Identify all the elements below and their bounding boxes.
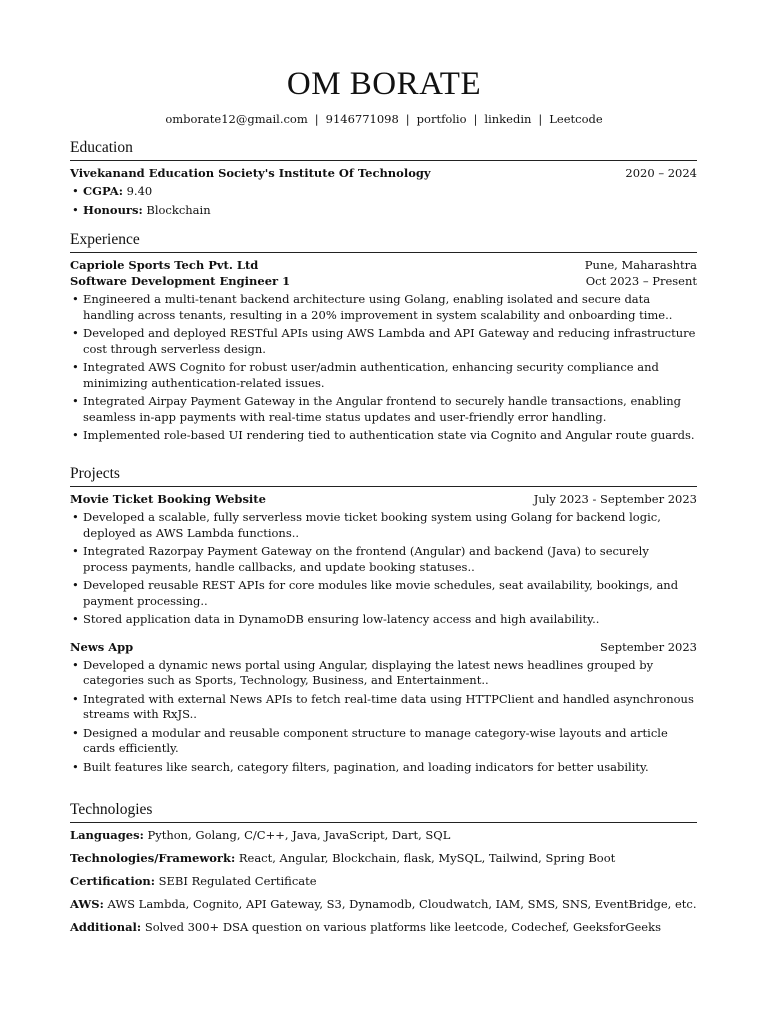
tech-row (70, 873, 697, 889)
honours-label: Honours: (83, 202, 143, 217)
list-item: • Designed a modular and reusable component structure to manage category-wise layouts and article cards efficiently. (70, 726, 697, 757)
project-list (70, 510, 697, 628)
tech-label: Technologies/Framework: (70, 851, 236, 865)
list-item: • Engineered a multi-tenant backend architecture using Golang, enabling isolated and secure data handling across tenants, resulting in a 20% improvement in system scalability and onboarding time.. (70, 292, 697, 323)
tech-label: Languages: (70, 828, 144, 842)
institution-name: Vivekanand Education Society's Institute Of Technology (70, 166, 431, 180)
list-item (70, 203, 697, 219)
separator: | (314, 112, 319, 126)
technologies-heading: Technologies (70, 800, 697, 823)
projects-section (70, 464, 697, 778)
linkedin-link[interactable]: linkedin (484, 112, 532, 126)
list-item: • Stored application data in DynamoDB ensuring low-latency access and high availability.. (70, 612, 697, 628)
tech-value: Solved 300+ DSA question on various platforms like leetcode, Codechef, GeeksforGeeks (144, 920, 661, 934)
list-item (70, 184, 697, 200)
technologies-section (70, 800, 697, 942)
project-list (70, 658, 697, 776)
experience-heading: Experience (70, 230, 697, 253)
list-item: • Integrated Razorpay Payment Gateway on the frontend (Angular) and backend (Java) to securely process payments, handle callbacks, and update booking statuses.. (70, 544, 697, 575)
education-section (70, 138, 697, 221)
list-item: • Developed reusable REST APIs for core modules like movie schedules, seat availability, bookings, and payment processing.. (70, 578, 697, 609)
list-item: • Developed a dynamic news portal using Angular, displaying the latest news headlines grouped by categories such as Sports, Technology, Business, and Entertainment.. (70, 658, 697, 689)
tech-value: Python, Golang, C/C++, Java, JavaScript, Dart, SQL (147, 828, 451, 842)
role-row (70, 273, 697, 289)
education-heading: Education (70, 138, 697, 161)
tech-row (70, 827, 697, 843)
list-item: • Developed a scalable, fully serverless movie ticket booking system using Golang for backend logic, deployed as AWS Lambda functions.. (70, 510, 697, 541)
project-row (70, 639, 697, 655)
list-item: • Implemented role-based UI rendering tied to authentication state via Cognito and Angular route guards. (70, 428, 697, 444)
projects-heading: Projects (70, 464, 697, 487)
tech-row (70, 850, 697, 866)
company-name: Capriole Sports Tech Pvt. Ltd (70, 258, 259, 272)
list-item: • Integrated with external News APIs to fetch real-time data using HTTPClient and handled asynchronous streams with RxJS.. (70, 692, 697, 723)
tech-label: AWS: (70, 897, 104, 911)
list-item: • Integrated Airpay Payment Gateway in the Angular frontend to securely handle transactions, enabling seamless in-app payments with real-time status updates and user-friendly error handling. (70, 394, 697, 425)
portfolio-link[interactable]: portfolio (416, 112, 467, 126)
separator: | (473, 112, 478, 126)
separator: | (538, 112, 543, 126)
project-dates: September 2023 (600, 639, 697, 654)
tech-value: React, Angular, Blockchain, flask, MySQL, Tailwind, Spring Boot (238, 851, 616, 865)
education-list (70, 184, 697, 218)
separator: | (405, 112, 410, 126)
company-location: Pune, Maharashtra (584, 258, 697, 272)
phone-number: 9146771098 (325, 112, 399, 126)
tech-row (70, 896, 697, 912)
company-row (70, 257, 697, 273)
project-dates: July 2023 - September 2023 (533, 492, 697, 506)
tech-label: Certification: (70, 874, 155, 888)
education-dates: 2020 – 2024 (625, 166, 697, 180)
email-link[interactable]: omborate12@gmail.com (165, 112, 308, 126)
experience-list (70, 292, 697, 444)
tech-label: Additional: (70, 920, 142, 934)
role-dates: Oct 2023 – Present (585, 274, 697, 288)
cgpa-value: 9.40 (126, 184, 153, 198)
cgpa-label: CGPA: (83, 184, 123, 198)
tech-value: AWS Lambda, Cognito, API Gateway, S3, Dynamodb, Cloudwatch, IAM, SMS, SNS, EventBridge, etc. (107, 897, 697, 911)
list-item: • Developed and deployed RESTful APIs using AWS Lambda and API Gateway and reducing infrastructure cost through serverless design. (70, 326, 697, 357)
tech-row (70, 919, 697, 935)
contact-line (0, 111, 768, 127)
project-name: Movie Ticket Booking Website (70, 492, 266, 506)
list-item: • Integrated AWS Cognito for robust user/admin authentication, enhancing security compliance and minimizing authentication-related issues. (70, 360, 697, 391)
list-item: • Built features like search, category filters, pagination, and loading indicators for better usability. (70, 760, 697, 776)
tech-value: SEBI Regulated Certificate (158, 874, 317, 888)
leetcode-link[interactable]: Leetcode (549, 112, 603, 126)
candidate-name: OM BORATE (286, 66, 482, 102)
education-row (70, 165, 697, 181)
project-name: News App (70, 639, 134, 654)
honours-value: Blockchain (146, 202, 211, 217)
role-title: Software Development Engineer 1 (70, 274, 291, 288)
spacer (70, 631, 697, 639)
experience-section (70, 230, 697, 447)
project-row (70, 491, 697, 507)
